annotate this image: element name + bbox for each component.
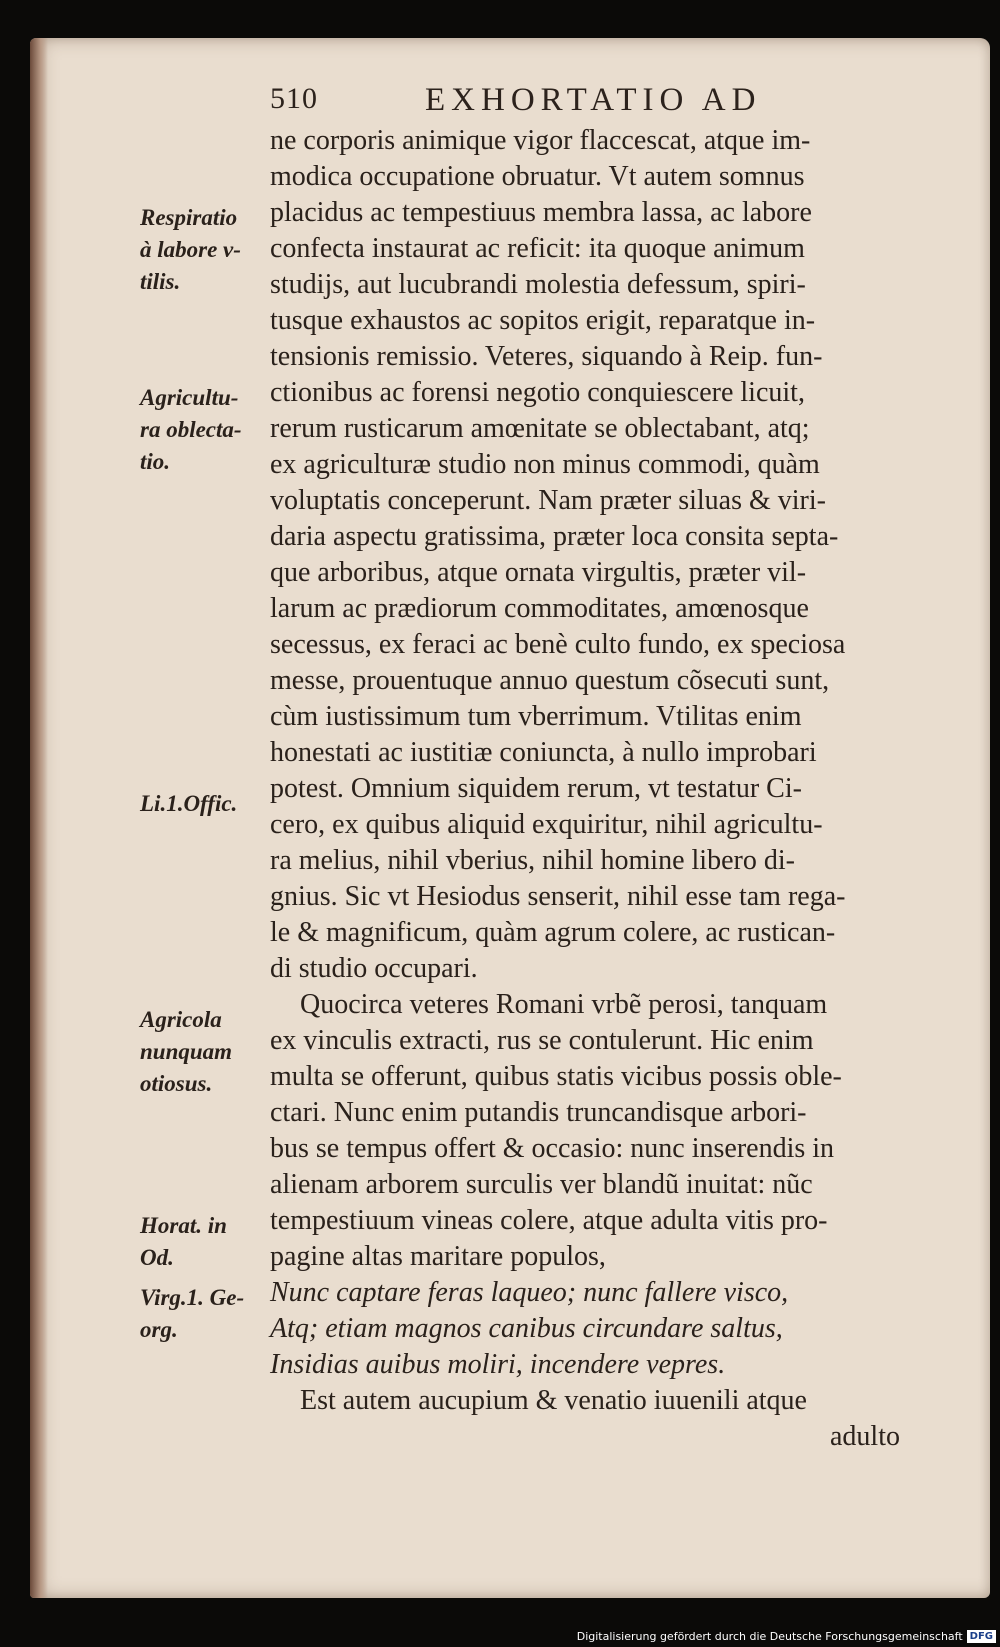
catchword: adulto: [830, 1421, 900, 1452]
text-line: cero, ex quibus aliquid exquiritur, nihil agricultu-: [270, 809, 823, 840]
margin-note-horat: [140, 1210, 275, 1274]
main-text-block: [270, 123, 920, 1455]
text-line: rerum rusticarum amœnitate se oblectabant, atq;: [270, 413, 810, 444]
page-number: 510: [270, 82, 318, 115]
margin-note-offic: [140, 788, 275, 820]
text-line: tempestiuum vineas colere, atque adulta vitis pro-: [270, 1205, 828, 1236]
text-line: Quocirca veteres Romani vrbẽ perosi, tanquam: [300, 989, 828, 1020]
text-line: alienam arborem surculis ver blandũ inuitat: nũc: [270, 1169, 813, 1200]
dfg-logo-icon: DFG: [967, 1630, 996, 1643]
text-line: multa se offerunt, quibus statis vicibus possis oble-: [270, 1061, 842, 1092]
text-line: messe, prouentuque annuo questum cõsecuti sunt,: [270, 665, 830, 696]
text-line: Est autem aucupium & venatio iuuenili atque: [300, 1385, 807, 1416]
text-line: ex vinculis extracti, rus se contulerunt. Hic enim: [270, 1025, 814, 1056]
margin-note-text: Respiratio à labore v- tilis.: [140, 205, 241, 294]
text-line: le & magnificum, quàm agrum colere, ac rustican-: [270, 917, 836, 948]
margin-note-text: Agricultu- ra oblecta- tio.: [140, 385, 242, 474]
margin-note-text: Virg.1. Ge- org.: [140, 1285, 245, 1342]
text-line: placidus ac tempestiuus membra lassa, ac labore: [270, 197, 812, 228]
margin-note-agricultura: [140, 382, 275, 478]
text-line: daria aspectu gratissima, præter loca consita septa-: [270, 521, 839, 552]
margin-note-virg: [140, 1282, 275, 1346]
text-line: modica occupatione obruatur. Vt autem somnus: [270, 161, 805, 192]
text-line: tusque exhaustos ac sopitos erigit, reparatque in-: [270, 305, 816, 336]
margin-note-text: Agricola nunquam otiosus.: [140, 1007, 233, 1096]
book-spine-shadow: [30, 38, 48, 1598]
text-line: confecta instaurat ac reficit: ita quoque animum: [270, 233, 805, 264]
running-head: [270, 82, 870, 122]
margin-note-text: Li.1.Offic.: [140, 791, 238, 816]
text-line: ctari. Nunc enim putandis truncandisque arbori-: [270, 1097, 807, 1128]
text-line: ctionibus ac forensi negotio conquiescere licuit,: [270, 377, 805, 408]
text-line: ne corporis animique vigor flaccescat, atque im-: [270, 125, 811, 156]
text-line: cùm iustissimum tum vberrimum. Vtilitas enim: [270, 701, 802, 732]
text-line: di studio occupari.: [270, 953, 478, 984]
text-line: potest. Omnium siquidem rerum, vt testatur Ci-: [270, 773, 802, 804]
text-line: tensionis remissio. Veteres, siquando à Reip. fun-: [270, 341, 823, 372]
text-line: ex agriculturæ studio non minus commodi, quàm: [270, 449, 820, 480]
footer-text: Digitalisierung gefördert durch die Deutsche Forschungsgemeinschaft: [576, 1630, 963, 1643]
text-line: bus se tempus offert & occasio: nunc inserendis in: [270, 1133, 835, 1164]
text-line: gnius. Sic vt Hesiodus senserit, nihil esse tam rega-: [270, 881, 846, 912]
margin-note-respiratio: [140, 202, 275, 298]
text-line: secessus, ex feraci ac benè culto fundo, ex speciosa: [270, 629, 846, 660]
text-line: studijs, aut lucubrandi molestia defessum, spiri-: [270, 269, 806, 300]
text-line: larum ac prædiorum commoditates, amœnosque: [270, 593, 809, 624]
text-line: ra melius, nihil vberius, nihil homine libero di-: [270, 845, 795, 876]
margin-note-text: Horat. in Od.: [140, 1213, 227, 1270]
text-line: pagine altas maritare populos,: [270, 1241, 606, 1272]
margin-note-agricola: [140, 1004, 275, 1100]
digitization-footer: [577, 1630, 996, 1643]
text-line: voluptatis conceperunt. Nam præter siluas & viri-: [270, 485, 826, 516]
text-line: honestati ac iustitiæ coniuncta, à nullo improbari: [270, 737, 817, 768]
text-line: que arboribus, atque ornata virgultis, præter vil-: [270, 557, 807, 588]
running-title: EXHORTATIO AD: [425, 82, 762, 118]
verse-line: Nunc captare feras laqueo; nunc fallere visco,: [270, 1277, 789, 1308]
verse-line: Insidias auibus moliri, incendere vepres.: [270, 1349, 726, 1380]
verse-line: Atq; etiam magnos canibus circundare saltus,: [270, 1313, 783, 1344]
